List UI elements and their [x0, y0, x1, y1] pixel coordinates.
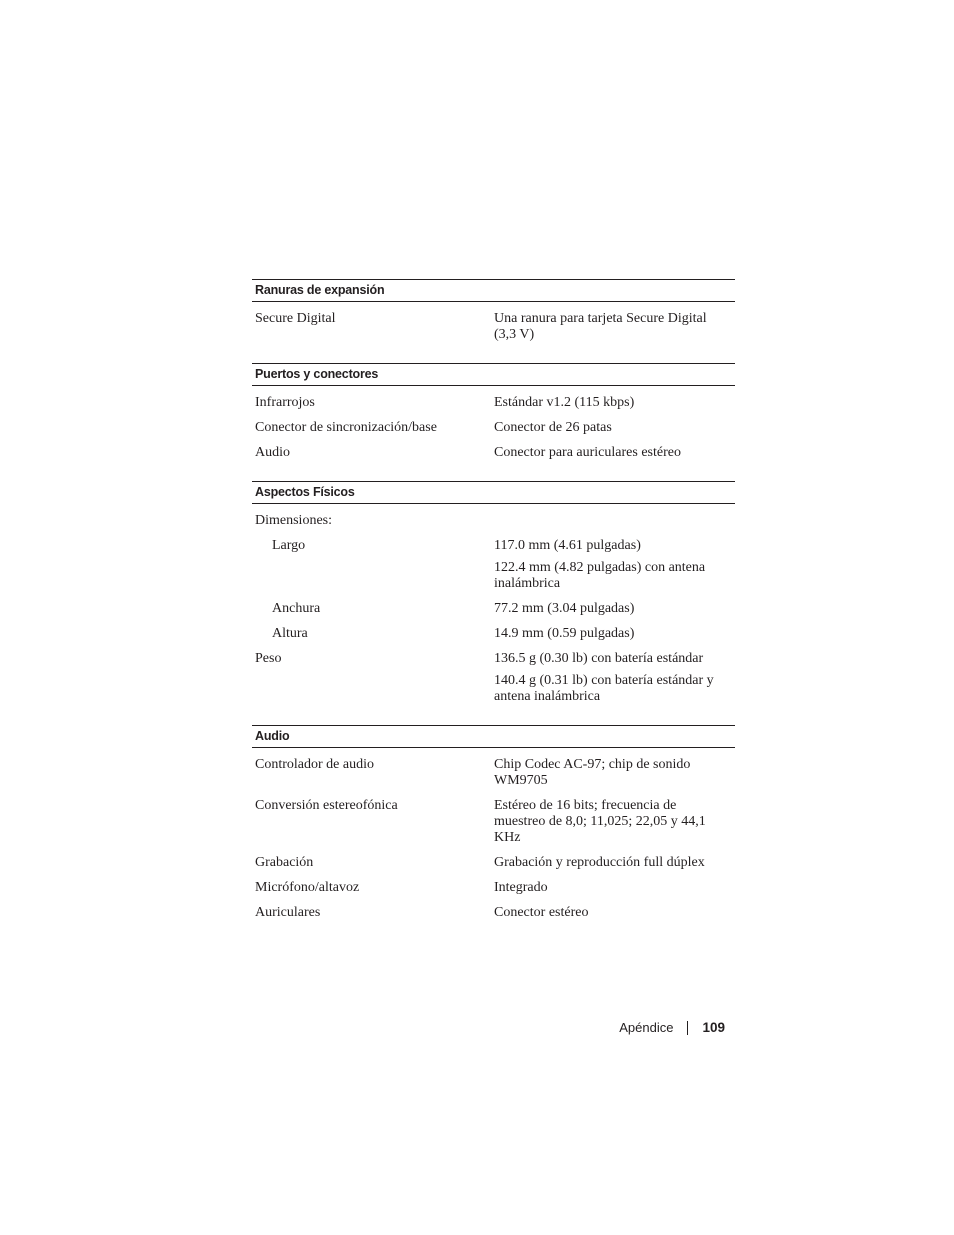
spec-row — [252, 645, 735, 708]
spec-value: 77.2 mm (3.04 pulgadas) — [494, 601, 635, 616]
spec-label: Peso — [255, 651, 282, 666]
spec-row — [252, 507, 735, 532]
spec-table — [252, 279, 735, 941]
spec-value: Grabación y reproducción full dúplex — [494, 855, 705, 870]
spec-value: Una ranura para tarjeta Secure Digital (3,3 V) — [494, 311, 707, 342]
spec-value: 122.4 mm (4.82 pulgadas) con antena inalámbrica — [494, 560, 706, 591]
spec-value: Integrado — [494, 880, 548, 895]
section-rows — [252, 748, 735, 941]
spec-row — [252, 849, 735, 874]
spec-value-cell — [494, 651, 735, 705]
spec-value: 136.5 g (0.30 lb) con batería estándar — [494, 651, 704, 666]
spec-row — [252, 389, 735, 414]
spec-row — [252, 899, 735, 924]
section-heading: Audio — [252, 725, 735, 748]
spec-value-cell — [494, 538, 735, 592]
section-heading: Ranuras de expansión — [252, 279, 735, 302]
spec-value-cell — [494, 601, 735, 617]
spec-label: Dimensiones: — [255, 513, 332, 528]
spec-label: Secure Digital — [255, 311, 336, 326]
spec-label: Micrófono/altavoz — [255, 880, 360, 895]
spec-label: Audio — [255, 445, 290, 460]
page-number: 109 — [702, 1020, 725, 1035]
spec-value-cell — [494, 855, 735, 871]
spec-label: Infrarrojos — [255, 395, 315, 410]
spec-value: Estéreo de 16 bits; frecuencia de muestreo de 8,0; 11,025; 22,05 y 44,1 KHz — [494, 798, 706, 845]
footer-section-name: Apéndice — [619, 1020, 674, 1035]
section-heading: Puertos y conectores — [252, 363, 735, 386]
spec-value: Conector estéreo — [494, 905, 589, 920]
spec-row — [252, 620, 735, 645]
spec-value: 117.0 mm (4.61 pulgadas) — [494, 538, 641, 553]
footer-divider — [687, 1021, 688, 1035]
spec-label: Grabación — [255, 855, 314, 870]
section-rows — [252, 386, 735, 481]
spec-row — [252, 532, 735, 595]
spec-value-cell — [494, 880, 735, 896]
section-heading: Aspectos Físicos — [252, 481, 735, 504]
spec-value-cell — [494, 513, 735, 529]
spec-row — [252, 439, 735, 464]
section-rows — [252, 302, 735, 363]
spec-label: Conversión estereofónica — [255, 798, 398, 813]
spec-label: Largo — [272, 538, 306, 553]
spec-row — [252, 792, 735, 849]
spec-row — [252, 305, 735, 346]
spec-value-cell — [494, 395, 735, 411]
spec-label: Anchura — [272, 601, 321, 616]
spec-value-cell — [494, 798, 735, 846]
spec-value-cell — [494, 757, 735, 789]
spec-value: 14.9 mm (0.59 pulgadas) — [494, 626, 635, 641]
spec-value-cell — [494, 445, 735, 461]
spec-value-cell — [494, 905, 735, 921]
spec-row — [252, 414, 735, 439]
spec-row — [252, 751, 735, 792]
spec-label: Controlador de audio — [255, 757, 374, 772]
spec-value: Estándar v1.2 (115 kbps) — [494, 395, 635, 410]
spec-value: Conector de 26 patas — [494, 420, 612, 435]
spec-label: Conector de sincronización/base — [255, 420, 437, 435]
page-footer — [619, 1020, 725, 1035]
spec-value-cell — [494, 626, 735, 642]
spec-row — [252, 595, 735, 620]
spec-row — [252, 874, 735, 899]
spec-label: Altura — [272, 626, 308, 641]
spec-value-cell — [494, 311, 735, 343]
spec-value: Conector para auriculares estéreo — [494, 445, 681, 460]
spec-value: 140.4 g (0.31 lb) con batería estándar y antena inalámbrica — [494, 673, 714, 704]
section-rows — [252, 504, 735, 725]
spec-label: Auriculares — [255, 905, 321, 920]
spec-value: Chip Codec AC-97; chip de sonido WM9705 — [494, 757, 691, 788]
spec-value-cell — [494, 420, 735, 436]
